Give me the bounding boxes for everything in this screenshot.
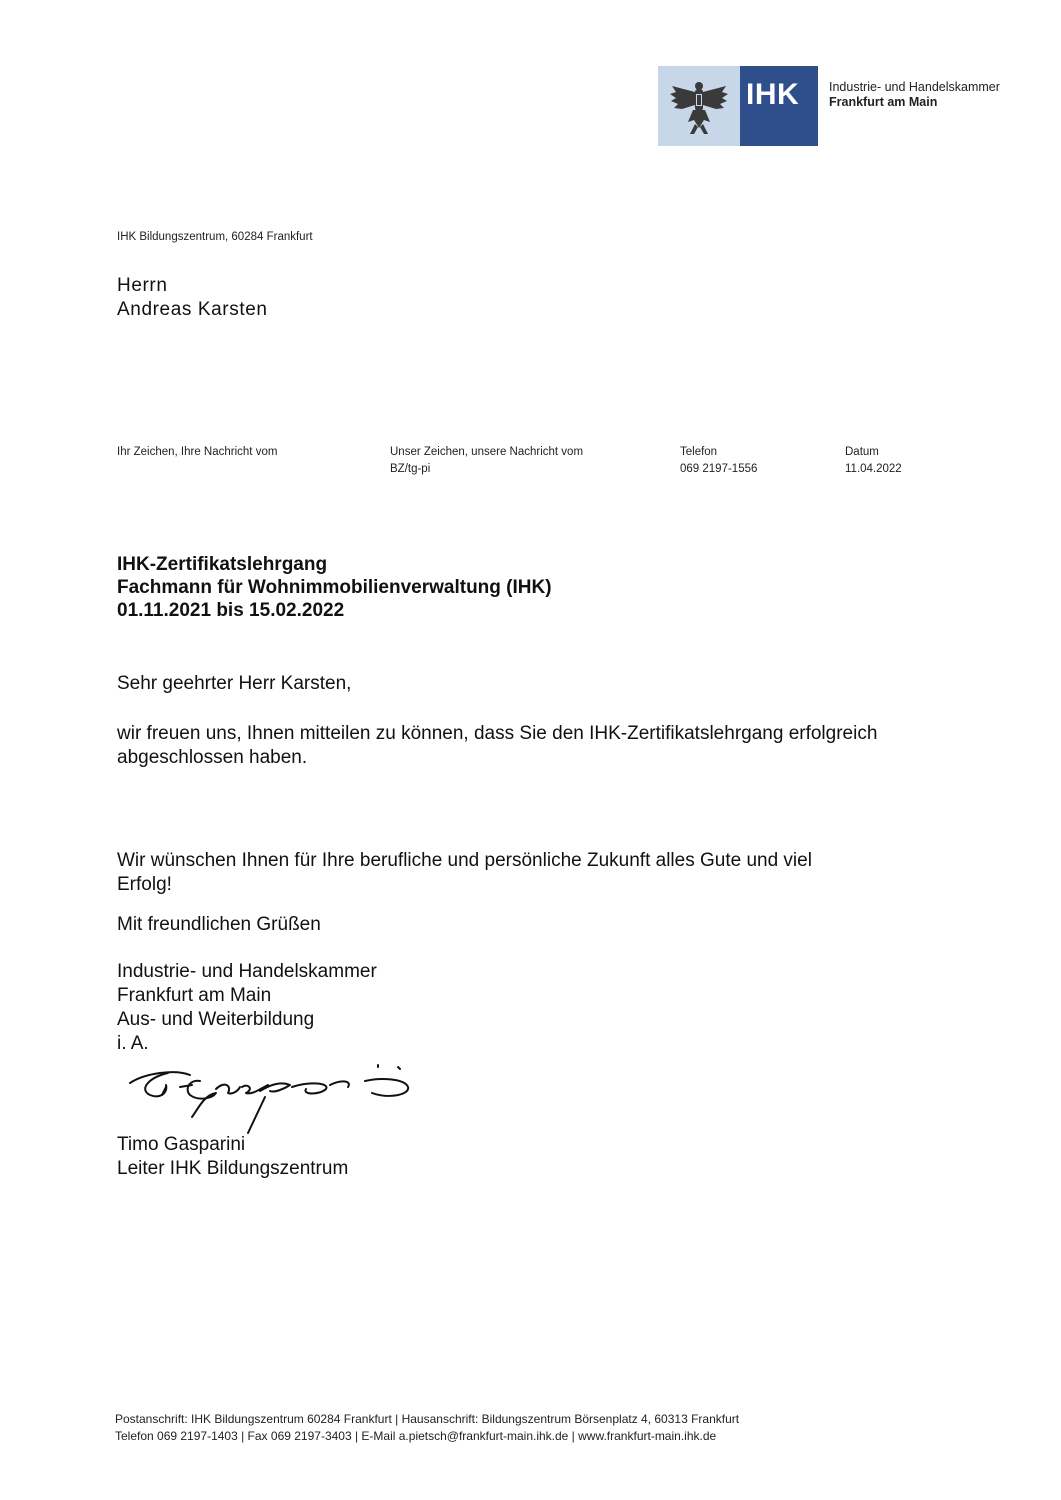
body-paragraph-2	[117, 849, 997, 897]
logo-text: IHK	[746, 78, 800, 111]
ihk-logo	[658, 66, 818, 146]
subject-block	[117, 553, 552, 622]
phone-label: Telefon	[680, 446, 718, 458]
subject-line2: Fachmann für Wohnimmobilienverwaltung (IHK)	[117, 577, 552, 598]
our-reference-value: BZ/tg-pi	[390, 463, 431, 475]
signature-line1: Industrie- und Handelskammer	[117, 961, 377, 982]
paragraph2-line1: Wir wünschen Ihnen für Ihre berufliche und persönliche Zukunft alles Gute und viel	[117, 850, 812, 871]
body-paragraph-1	[117, 722, 997, 770]
greeting: Sehr geehrter Herr Karsten,	[117, 673, 352, 694]
recipient-salutation: Herrn	[117, 275, 168, 296]
recipient-name: Andreas Karsten	[117, 299, 268, 320]
phone-value: 069 2197-1556	[680, 463, 758, 475]
date-value: 11.04.2022	[845, 463, 902, 475]
paragraph1-line1: wir freuen uns, Ihnen mitteilen zu können, dass Sie den IHK-Zertifikatslehrgang erfolgreich	[117, 723, 878, 744]
footer-line2: Telefon 069 2197-1403 | Fax 069 2197-3403 | E-Mail a.pietsch@frankfurt-main.ihk.de | www.frankfurt-main.ihk.de	[115, 1429, 717, 1443]
subject-line1: IHK-Zertifikatslehrgang	[117, 554, 328, 575]
signature-line4: i. A.	[117, 1033, 149, 1054]
org-name-line2: Frankfurt am Main	[829, 95, 938, 109]
signer-name: Timo Gasparini	[117, 1134, 246, 1155]
eagle-crest-icon	[668, 78, 730, 136]
sender-line: IHK Bildungszentrum, 60284 Frankfurt	[117, 231, 313, 243]
closing: Mit freundlichen Grüßen	[117, 914, 321, 935]
footer-line1: Postanschrift: IHK Bildungszentrum 60284 Frankfurt | Hausanschrift: Bildungszentrum Börsenplatz 4, 60313 Frankfurt	[115, 1412, 740, 1426]
signature-line2: Frankfurt am Main	[117, 985, 272, 1006]
your-reference-label: Ihr Zeichen, Ihre Nachricht vom	[117, 446, 278, 458]
signer-block	[117, 1133, 348, 1181]
paragraph1-line2: abgeschlossen haben.	[117, 747, 308, 768]
footer	[115, 1411, 739, 1445]
org-name-line1: Industrie- und Handelskammer	[829, 80, 1000, 94]
subject-line3: 01.11.2021 bis 15.02.2022	[117, 600, 345, 621]
signature-line3: Aus- und Weiterbildung	[117, 1009, 315, 1030]
our-reference-label: Unser Zeichen, unsere Nachricht vom	[390, 446, 584, 458]
date-label: Datum	[845, 446, 879, 458]
paragraph2-line2: Erfolg!	[117, 874, 172, 895]
handwritten-signature	[120, 1055, 420, 1135]
signer-title: Leiter IHK Bildungszentrum	[117, 1158, 349, 1179]
signature-block	[117, 960, 377, 1056]
